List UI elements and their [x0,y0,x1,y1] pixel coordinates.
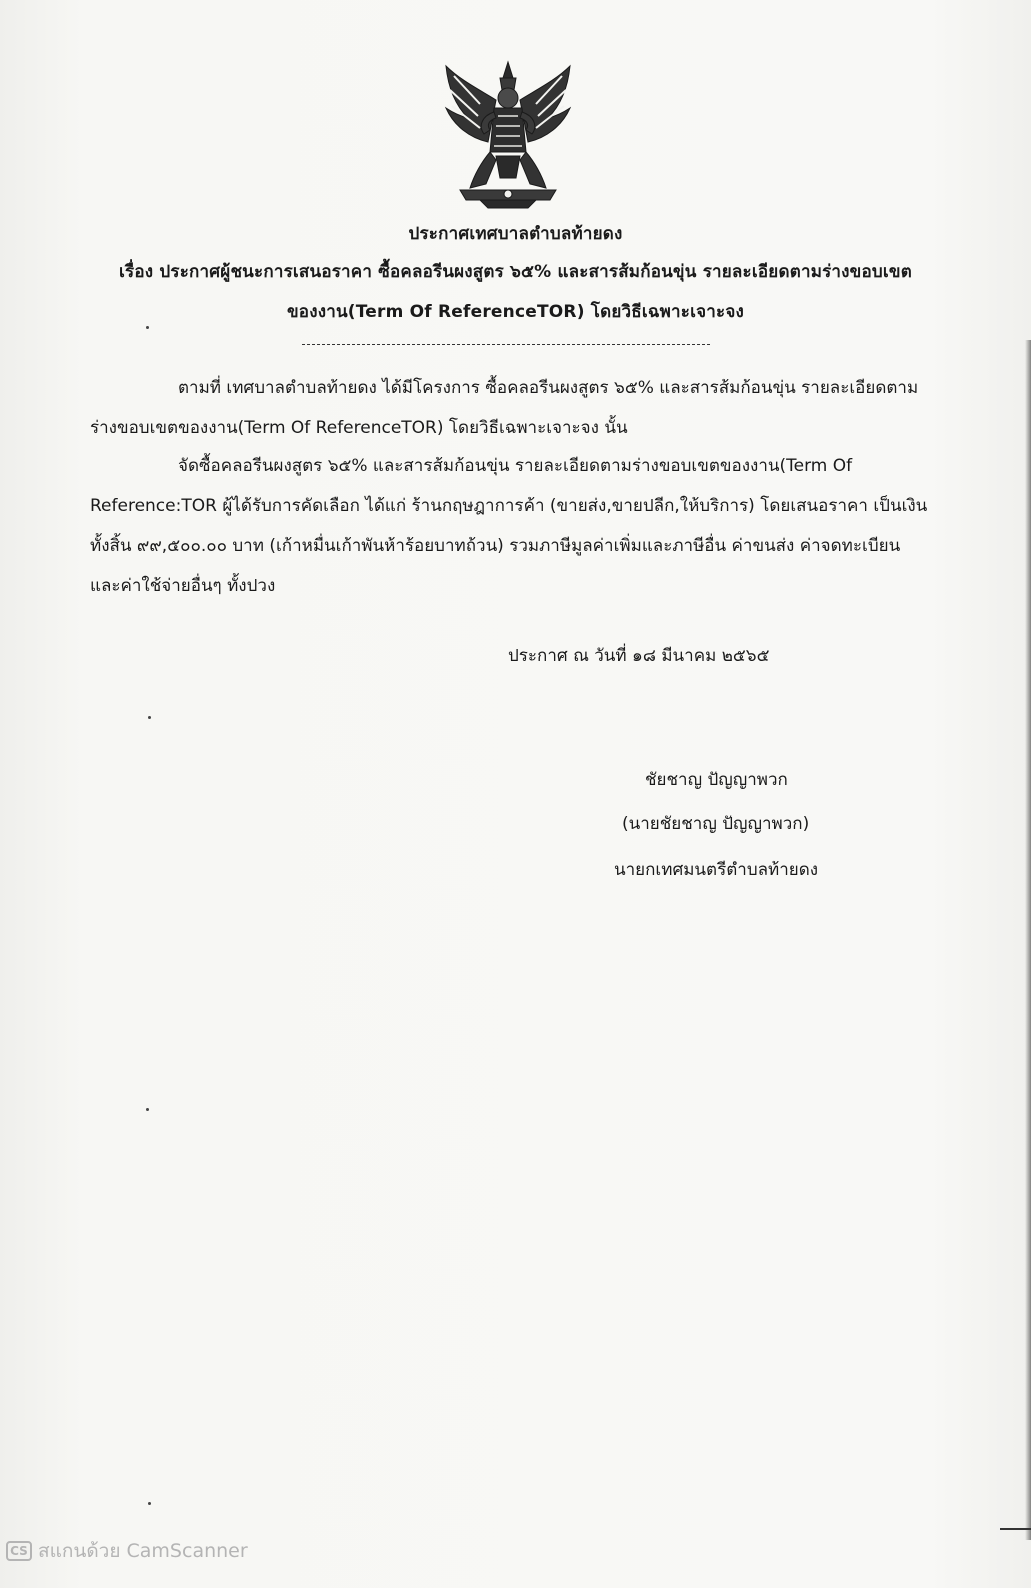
body-paragraph-2-line-1: จัดซื้อคลอรีนผงสูตร ๖๕% และสารส้มก้อนขุ่น รายละเอียดตามร่างขอบเขตของงาน(Term Of [178,456,853,476]
signature-position: นายกเทศมนตรีตำบลท้ายดง [614,860,819,880]
scan-speck [148,716,151,719]
body-paragraph-2-line-3: ทั้งสิ้น ๙๙,๕๐๐.๐๐ บาท (เก้าหมื่นเก้าพันห้าร้อยบาทถ้วน) รวมภาษีมูลค่าเพิ่มและภาษีอื่น ค่าขนส่ง ค่าจดทะเบียน [90,536,901,556]
camscanner-logo-icon: CS [6,1541,32,1561]
scanner-label: สแกนด้วย CamScanner [38,1540,248,1562]
scan-speck [148,1502,151,1505]
announcement-date: ประกาศ ณ วันที่ ๑๘ มีนาคม ๒๕๖๕ [508,646,770,666]
garuda-emblem-icon [440,60,576,210]
separator-line [302,344,710,345]
camscanner-watermark [6,1536,248,1566]
page-edge-shadow [1025,340,1031,1540]
body-paragraph-1-line-2: ร่างขอบเขตของงาน(Term Of ReferenceTOR) โดยวิธีเฉพาะเจาะจง นั้น [90,418,628,438]
subject-line-2: ของงาน(Term Of ReferenceTOR) โดยวิธีเฉพาะเจาะจง [286,302,745,322]
bottom-edge-mark [1000,1528,1031,1530]
signature-signed-name: ชัยชาญ ปัญญาพวก [645,770,788,790]
scan-speck [146,1108,149,1111]
body-paragraph-2-line-4: และค่าใช้จ่ายอื่นๆ ทั้งปวง [90,576,276,596]
body-paragraph-2-line-2: Reference:TOR ผู้ได้รับการคัดเลือก ได้แก่ ร้านกฤษฎาการค้า (ขายส่ง,ขายปลีก,ให้บริการ) โดยเสนอราคา เป็นเงิน [90,496,928,516]
subject-line-1: เรื่อง ประกาศผู้ชนะการเสนอราคา ซื้อคลอรีนผงสูตร ๖๕% และสารส้มก้อนขุ่น รายละเอียดตามร่างขอบเขต [119,262,912,282]
signature-full-name: (นายชัยชาญ ปัญญาพวก) [622,814,810,834]
document-heading: ประกาศเทศบาลตำบลท้ายดง [408,224,623,244]
scan-speck [146,326,149,329]
body-paragraph-1-line-1: ตามที่ เทศบาลตำบลท้ายดง ได้มีโครงการ ซื้อคลอรีนผงสูตร ๖๕% และสารส้มก้อนขุ่น รายละเอียดตาม [178,378,919,398]
